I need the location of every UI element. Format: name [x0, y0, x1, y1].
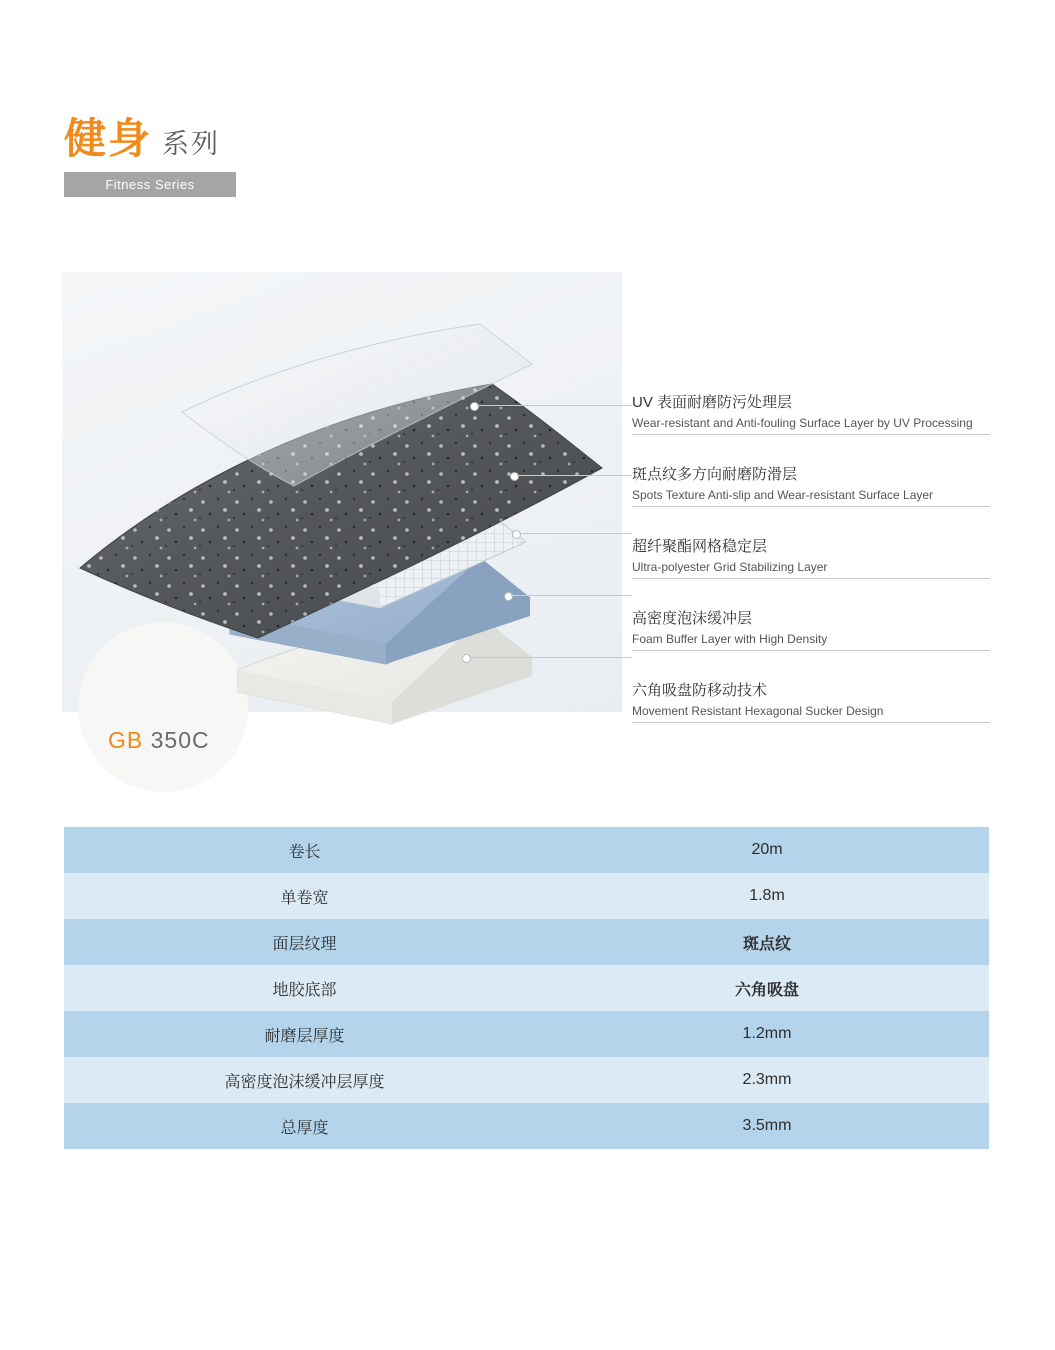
spec-value: 3.5mm: [742, 1117, 792, 1134]
spec-label: 总厚度: [280, 1119, 329, 1137]
callout-item-1: [632, 392, 992, 432]
callout-underline-1: [632, 434, 990, 435]
spec-label: 卷长: [288, 843, 321, 861]
spec-value: 20m: [751, 841, 783, 858]
callout-title-en-2: Spots Texture Anti-slip and Wear-resistant Surface Layer: [632, 487, 934, 502]
table-row: [64, 827, 989, 873]
spec-label: 地胶底部: [272, 981, 337, 999]
callout-item-4: [632, 608, 992, 648]
callout-leader-3: [519, 533, 632, 534]
callout-title-en-1: Wear-resistant and Anti-fouling Surface Layer by UV Processing: [632, 415, 973, 430]
callout-item-5: [632, 680, 992, 720]
callout-title-en-4: Foam Buffer Layer with High Density: [632, 631, 828, 646]
page-header: [64, 115, 236, 197]
title-row: [64, 115, 236, 162]
callout-title-cn-1: UV 表面耐磨防污处理层: [632, 394, 793, 411]
callout-dot-3: [512, 530, 521, 539]
callout-item-2: [632, 464, 992, 504]
callout-title-cn-3: 超纤聚酯网格稳定层: [632, 538, 768, 555]
product-code-prefix: GB: [108, 727, 144, 753]
callout-title-cn-5: 六角吸盘防移动技术: [632, 682, 768, 699]
callout-dot-5: [462, 654, 471, 663]
spec-value: 2.3mm: [742, 1071, 792, 1088]
callout-title-en-5: Movement Resistant Hexagonal Sucker Design: [632, 703, 884, 718]
series-banner-label: Fitness Series: [105, 177, 195, 192]
spec-label: 面层纹理: [272, 935, 337, 953]
spec-label: 高密度泡沫缓冲层厚度: [224, 1073, 385, 1091]
spec-label: 耐磨层厚度: [264, 1027, 345, 1045]
table-row: [64, 1011, 989, 1057]
callout-leader-5: [469, 657, 632, 658]
callout-dot-2: [510, 472, 519, 481]
callout-title-cn-4: 高密度泡沫缓冲层: [632, 610, 753, 627]
callout-underline-2: [632, 506, 990, 507]
callout-leader-2: [517, 475, 632, 476]
callout-leader-4: [511, 595, 632, 596]
spec-value: 1.2mm: [742, 1025, 792, 1042]
table-row: [64, 1057, 989, 1103]
callout-title-en-3: Ultra-polyester Grid Stabilizing Layer: [632, 559, 828, 574]
callout-underline-5: [632, 722, 990, 723]
product-code-number: 350C: [150, 727, 210, 753]
callout-title-cn-2: 斑点纹多方向耐磨防滑层: [632, 466, 798, 483]
callout-item-3: [632, 536, 992, 576]
table-row: [64, 1103, 989, 1149]
table-row: [64, 873, 989, 919]
series-banner: [64, 172, 236, 197]
specification-table: [64, 827, 989, 1149]
callout-underline-3: [632, 578, 990, 579]
callout-dot-1: [470, 402, 479, 411]
spec-value: 斑点纹: [742, 935, 791, 953]
table-row: [64, 919, 989, 965]
spec-value: 六角吸盘: [734, 981, 799, 999]
callout-leader-1: [477, 405, 632, 406]
callout-dot-4: [504, 592, 513, 601]
title-chinese-sub: 系列: [162, 129, 221, 159]
spec-label: 单卷宽: [280, 889, 329, 907]
spec-value: 1.8m: [749, 887, 785, 904]
callout-underline-4: [632, 650, 990, 651]
product-illustration: [62, 272, 992, 772]
title-chinese-main: 健身: [64, 115, 153, 162]
table-row: [64, 965, 989, 1011]
